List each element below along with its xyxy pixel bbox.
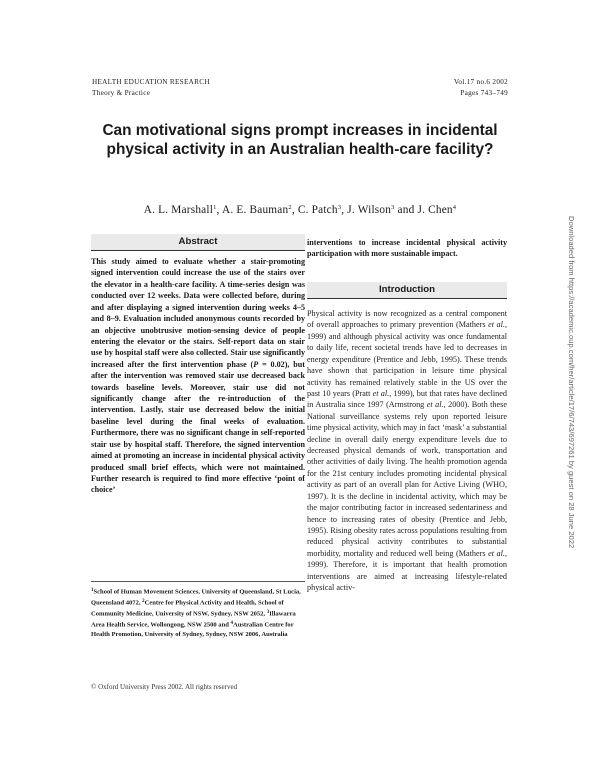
author-1: A. L. Marshall <box>143 204 214 216</box>
introduction-heading: Introduction <box>307 282 507 298</box>
footnote-mark-3: 3 <box>266 610 270 616</box>
introduction-body <box>307 308 507 594</box>
author-5: and J. Chen <box>394 204 453 216</box>
page-range: Pages 743–749 <box>460 89 508 97</box>
intro-text-5: , 1999). Therefore, it is important that health promotion interventions are aimed at increasing lifestyle-related physical activ- <box>307 548 507 593</box>
title-line-2: physical activity in an Australian health-care facility? <box>106 141 494 158</box>
affiliation-4: Australian Centre for Health Promotion, University of Sydney, Sydney, NSW 2006, Australia <box>91 621 294 639</box>
affiliation-mark-5: 4 <box>452 204 457 211</box>
intro-etal-4: et al. <box>488 548 505 558</box>
affiliation-2: Centre for Physical Activity and Health, School of Community Medicine, University of NSW, Sydney, NSW 2052, <box>91 599 284 618</box>
author-3: , C. Patch <box>291 204 338 216</box>
affiliation-mark-4: 3 <box>391 204 395 211</box>
introduction-rule <box>307 298 507 299</box>
title-line-1: Can motivational signs prompt increases in incidental <box>102 122 498 139</box>
abstract-heading: Abstract <box>91 234 305 250</box>
intro-etal-1: et al. <box>488 320 505 330</box>
affiliation-mark-2: 2 <box>288 204 292 211</box>
abstract-continuation: interventions to increase incidental physical activity participation with more sustainable impact. <box>307 238 507 259</box>
affiliation-3: Illawarra Area Health Service, Wollongong, NSW 2500 and <box>91 610 296 629</box>
intro-text-4: , 2000). Both these National surveillance systems rely upon reported leisure time physical activity, which may in fact ‘mask’ a substantial decline in overall daily energy expenditure levels due to decreased physical demands of work, transportation and other activities of daily living. The health promotion agenda for the 21st century includes promoting incidental physical activity as part of an overall plan for Active Living (WHO, 1997). It is the decline in incidental activity, which may be the major contributing factor in increased sedentariness and hence to increasing rates of obesity (Prentice and Jebb, 1995). Rising obesity rates across populations resulting from reduced physical activity contributes to substantial morbidity, mortality and reduced well being (Mathers <box>307 400 507 558</box>
running-header-left <box>92 77 210 99</box>
intro-text-2: , 1999) and although physical activity was once fundamental to daily life, recent societal trends have led to decreases in energy expenditure (Prentice and Jebb, 1995). These trends have shown that participation in leisure time physical activity has remained relatively stable in the US over the past 10 years (Pratt <box>307 320 507 398</box>
affiliation-mark-1: 1 <box>213 204 217 211</box>
abstract-p-value: P <box>253 359 259 369</box>
affiliations-footnote <box>91 586 305 640</box>
intro-etal-3: et al. <box>426 400 444 410</box>
copyright-notice: © Oxford University Press 2002. All rights reserved <box>91 683 238 691</box>
abstract-text-b: = 0.02), but after the intervention was removed stair use decreased back towards baseline levels. Moreover, stair use did not significantly change after the re-introduction of the intervention. Lastly, stair use decreased below the initial baseline level during the final weeks of evaluation. Furthermore, there was no significant change in self-reported stair use by hospital staff. Therefore, the signed intervention aimed at promoting an increase in incidental physical activity produced small brief effects, which were not maintained. Further research is required to find more effective ‘point of choice’ <box>91 359 305 495</box>
author-list <box>60 204 540 216</box>
author-4: , J. Wilson <box>341 204 392 216</box>
abstract-text-a: This study aimed to evaluate whether a stair-promoting signed intervention could increase the use of the stairs over the elevator in a health-care facility. A time-series design was conducted over 12 weeks. Data were collected before, during and after displaying a signed intervention during weeks 4–5 and 8–9. Evaluation included anonymous counts recorded by an objective unobtrusive motion-sensing device of people entering the elevator or the stairs. Self-report data on stair use by hospital staff were also collected. Stair use significantly increased after the first intervention phase ( <box>91 257 305 369</box>
footnote-mark-2: 2 <box>142 599 145 605</box>
author-2: , A. E. Bauman <box>216 204 289 216</box>
journal-subtitle: Theory & Practice <box>92 89 151 97</box>
article-title <box>60 121 540 159</box>
running-header-right <box>454 77 508 99</box>
intro-text-3: , 1999), but that rates have declined in Australia since 1997 (Armstrong <box>307 388 507 410</box>
footnote-mark-1: 1 <box>91 588 94 593</box>
affiliation-mark-3: 3 <box>337 204 342 211</box>
abstract-rule <box>91 250 305 251</box>
abstract-body <box>91 256 305 496</box>
intro-text-1: Physical activity is now recognized as a central component of overall approaches to primary prevention (Mathers <box>307 309 507 330</box>
journal-name: HEALTH EDUCATION RESEARCH <box>92 78 210 86</box>
volume-info: Vol.17 no.6 2002 <box>453 78 508 86</box>
download-watermark: Downloaded from https://academic.oup.com/her/article/17/6/743/697261 by guest on 28 June 2022 <box>567 216 576 549</box>
affiliation-1: School of Human Movement Sciences, University of Queensland, St Lucia, Queensland 4072, <box>91 588 301 607</box>
footnote-mark-4: 4 <box>230 621 233 627</box>
intro-etal-2: et al. <box>372 388 390 398</box>
footnote-rule <box>91 581 305 582</box>
